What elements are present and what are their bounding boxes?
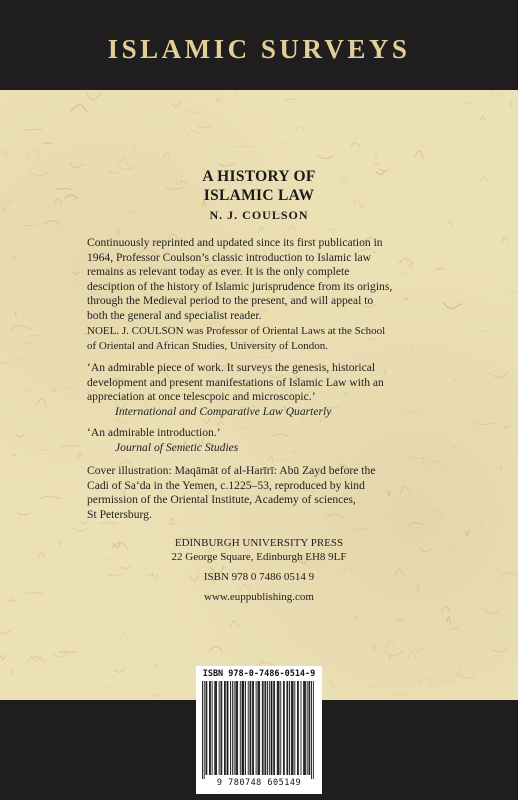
book-title-line-1: A HISTORY OF [202, 168, 316, 185]
review-quote-2 [87, 426, 499, 455]
barcode-bars [196, 666, 322, 794]
description-line: Continuously reprinted and updated since its first publication in [87, 236, 383, 249]
description-line: through the Medieval period to the present, and will appeal to [87, 294, 374, 308]
barcode-isbn-label: ISBN 978-0-7486-0514-9 [202, 669, 316, 679]
quote-line: appreciation at once telescpoic and microscopic.’ [87, 390, 316, 404]
review-quote-1 [87, 361, 499, 419]
author-bio [87, 324, 499, 353]
book-author: N. J. COULSON [209, 208, 309, 222]
barcode-digits: 9 780748 605149 [216, 778, 302, 788]
cover-illustration-credit [87, 464, 499, 522]
quote-line: ‘An admirable introduction.’ [87, 426, 221, 439]
credit-line: permission of the Oriental Institute, Academy of sciences, [87, 493, 356, 507]
description-line: both the general and specialist reader. [87, 308, 262, 322]
credit-line: Cadi of Sa‘da in the Yemen, c.1225–53, reproduced by kind [87, 478, 365, 492]
credit-line: Cover illustration: Maqāmāt of al-Harīrī: Abū Zayd before the [87, 464, 376, 477]
bio-line: of Oriental and African Studies, University of London. [87, 339, 329, 352]
credit-line: St Petersburg. [87, 507, 152, 521]
description [87, 236, 499, 324]
quote-line: ‘An admirable piece of work. It surveys the genesis, historical [87, 361, 376, 374]
description-line: desciption of the history of Islamic jurisprudence from its origins, [87, 279, 393, 293]
description-line: remains as relevant today as ever. It is the only complete [87, 265, 350, 279]
bio-line: NOEL. J. COULSON was Professor of Oriental Laws at the School [87, 325, 386, 337]
quote-source-1: International and Comparative Law Quarterly [115, 404, 332, 418]
quote-line: development and present manifestations of Islamic Law with an [87, 375, 384, 389]
publisher-isbn: ISBN 978 0 7486 0514 9 [203, 571, 315, 583]
quote-source-2: Journal of Semetic Studies [115, 440, 239, 454]
barcode [196, 666, 322, 794]
publisher-name: EDINBURGH UNIVERSITY PRESS [174, 537, 344, 549]
publisher-website: www.euppublishing.com [204, 591, 314, 603]
book-title-line-2: ISLAMIC LAW [203, 187, 315, 204]
publisher-address: 22 George Square, Edinburgh EH8 9LF [171, 551, 347, 563]
series-title: ISLAMIC SURVEYS [107, 34, 411, 64]
description-line: 1964, Professor Coulson’s classic introduction to Islamic law [87, 250, 372, 264]
